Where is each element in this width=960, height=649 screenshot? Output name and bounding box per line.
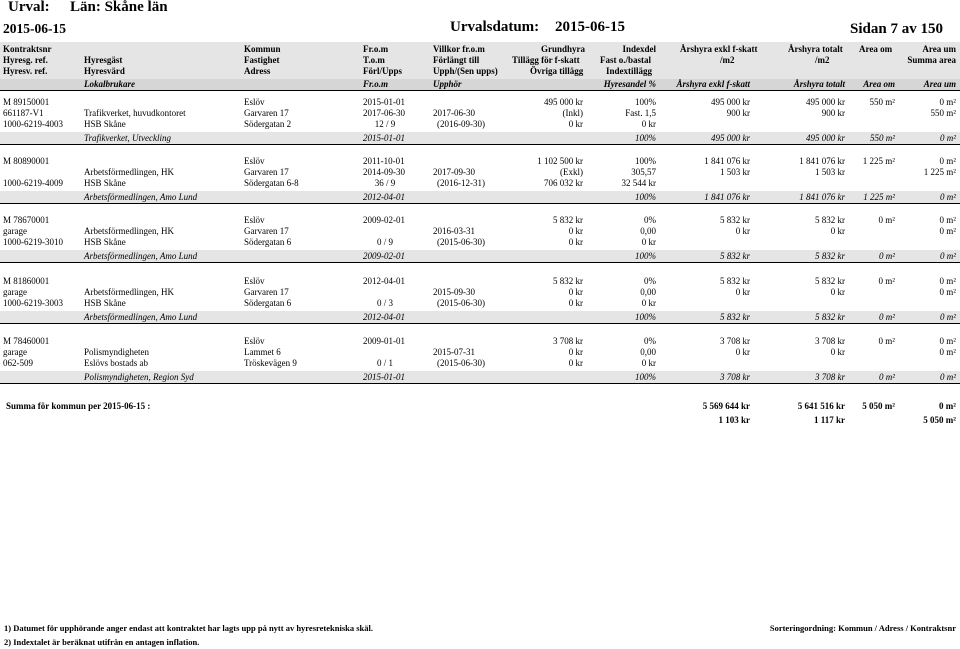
forl-upps: 36 / 9	[374, 178, 396, 188]
kvm-exkl: 0 kr	[735, 347, 750, 357]
grundhyra: 495 000 kr	[544, 97, 583, 107]
col-arshyra-totalt: Årshyra totalt	[788, 44, 843, 54]
summary-summa-area: 5 050 m²	[923, 415, 956, 425]
arshyra-exkl: 5 832 kr	[720, 276, 750, 286]
from-date: 2012-04-01	[363, 276, 405, 286]
col-lb-upphor: Upphör	[433, 79, 462, 89]
lokalbrukare: Arbetsförmedlingen, Amo Lund	[84, 251, 198, 261]
forl-upps: 0 / 3	[376, 298, 393, 308]
col-upph: Upph/(Sen upps)	[433, 66, 498, 76]
col-ovriga-tillagg: Övriga tillägg	[530, 66, 584, 76]
fast-bastal: 0,00	[640, 226, 656, 236]
area-om: 550 m²	[869, 97, 895, 107]
hyresgast: Arbetsförmedlingen, HK	[84, 226, 174, 236]
hyresg-ref: garage	[3, 347, 27, 357]
group-separator	[0, 383, 960, 384]
hyresandel: 100%	[635, 251, 656, 261]
hyresvard: HSB Skåne	[84, 119, 126, 129]
kvm-exkl: 0 kr	[735, 287, 750, 297]
contract-number: M 89150001	[3, 97, 50, 107]
col-lb-arshyra-totalt: Årshyra totalt	[793, 79, 845, 89]
fastighet: Garvaren 17	[244, 226, 289, 236]
col-adress: Adress	[244, 66, 271, 76]
kvm-totalt: 0 kr	[830, 287, 845, 297]
lokalbrukare-area-om: 0 m²	[879, 251, 895, 261]
group-separator	[0, 323, 960, 324]
upph-sen-upps: (2016-09-30)	[437, 119, 485, 129]
adress: Södergatan 6-8	[244, 178, 299, 188]
fastighet: Lammet 6	[244, 347, 281, 357]
summa-area: 0 m²	[939, 287, 956, 297]
col-lb-from: Fr.o.m	[363, 79, 389, 89]
indexdel: 100%	[635, 156, 656, 166]
summa-area: 1 225 m²	[923, 167, 956, 177]
arshyra-totalt: 1 841 076 kr	[799, 156, 845, 166]
tillagg-fskatt: (Inkl)	[562, 108, 583, 118]
arshyra-totalt: 495 000 kr	[806, 97, 845, 107]
hyresg-ref: garage	[3, 287, 27, 297]
col-lb-arshyra-exkl: Årshyra exkl f-skatt	[676, 79, 750, 89]
lokalbrukare-arshyra-exkl: 1 841 076 kr	[704, 192, 750, 202]
forlangt-till: 2017-09-30	[433, 167, 475, 177]
hyresgast: Polismyndigheten	[84, 347, 149, 357]
contract-number: M 78670001	[3, 215, 50, 225]
arshyra-totalt: 5 832 kr	[815, 215, 845, 225]
contract-number: M 81860001	[3, 276, 50, 286]
col-forlangt: Förlängt till	[433, 55, 480, 65]
upph-sen-upps: (2015-06-30)	[437, 358, 485, 368]
hyresandel: 100%	[635, 372, 656, 382]
kvm-exkl: 0 kr	[735, 226, 750, 236]
arshyra-totalt: 3 708 kr	[815, 336, 845, 346]
from-date: 2015-01-01	[363, 97, 405, 107]
page-number: Sidan 7 av 150	[850, 21, 943, 37]
kvm-totalt: 0 kr	[830, 226, 845, 236]
lokalbrukare-from: 2009-02-01	[363, 251, 405, 261]
kvm-exkl: 1 503 kr	[720, 167, 750, 177]
area-om: 0 m²	[878, 336, 895, 346]
col-lb-area-om: Area om	[863, 79, 895, 89]
footnote-2: 2) Indextalet är beräknat utifrån en antagen inflation.	[4, 637, 200, 647]
indexdel: 0%	[644, 336, 656, 346]
summary-kvm-exkl: 1 103 kr	[718, 415, 750, 425]
lokalbrukare-area-um: 0 m²	[940, 133, 956, 143]
contract-number: M 80890001	[3, 156, 50, 166]
kvm-totalt: 900 kr	[821, 108, 845, 118]
hyresvard: Eslövs bostads ab	[84, 358, 148, 368]
area-um: 0 m²	[939, 276, 956, 286]
indextillagg: 0 kr	[641, 237, 656, 247]
lokalbrukare-from: 2012-04-01	[363, 192, 405, 202]
ovriga-tillagg: 0 kr	[568, 119, 583, 129]
lokalbrukare-arshyra-totalt: 3 708 kr	[815, 372, 845, 382]
grundhyra: 1 102 500 kr	[537, 156, 583, 166]
col-kontraktsnr: Kontraktsnr	[3, 44, 52, 54]
forlangt-till: 2017-06-30	[433, 108, 475, 118]
ovriga-tillagg: 0 kr	[568, 358, 583, 368]
summary-area-om: 5 050 m²	[862, 401, 895, 411]
col-area-om: Area om	[859, 44, 893, 54]
lokalbrukare-arshyra-exkl: 3 708 kr	[720, 372, 750, 382]
hyresvard: HSB Skåne	[84, 298, 126, 308]
col-summa-area: Summa area	[907, 55, 956, 65]
col-from: Fr.o.m	[363, 44, 389, 54]
col-villkor: Villkor fr.o.m	[433, 44, 485, 54]
to-date: 2017-06-30	[363, 108, 405, 118]
ovriga-tillagg: 0 kr	[568, 237, 583, 247]
adress: Södergatan 6	[244, 298, 292, 308]
area-um: 0 m²	[939, 156, 956, 166]
lokalbrukare-area-om: 0 m²	[879, 312, 895, 322]
adress: Tröskevägen 9	[244, 358, 297, 368]
lokalbrukare-arshyra-totalt: 1 841 076 kr	[799, 192, 845, 202]
hyresg-ref: garage	[3, 226, 27, 236]
summa-area: 550 m²	[930, 108, 956, 118]
kommun: Eslöv	[244, 97, 265, 107]
footnote-1: 1) Datumet för upphörande anger endast att kontraktet har lagts upp på nytt av hyresretekniska skäl.	[4, 623, 373, 633]
adress: Södergatan 6	[244, 237, 292, 247]
col-arshyra-exkl: Årshyra exkl f-skatt	[680, 44, 758, 54]
group-separator	[0, 262, 960, 263]
indextillagg: 0 kr	[641, 119, 656, 129]
lokalbrukare: Trafikverket, Utveckling	[84, 133, 171, 143]
hyresgast: Trafikverket, huvudkontoret	[84, 108, 186, 118]
upph-sen-upps: (2015-06-30)	[437, 237, 485, 247]
col-m2-tot: /m2	[815, 55, 830, 65]
upph-sen-upps: (2015-06-30)	[437, 298, 485, 308]
indexdel: 0%	[644, 276, 656, 286]
adress: Södergatan 2	[244, 119, 292, 129]
lokalbrukare-area-um: 0 m²	[940, 372, 956, 382]
col-hyresgast: Hyresgäst	[84, 55, 123, 65]
kvm-totalt: 1 503 kr	[815, 167, 845, 177]
col-hyresv-ref: Hyresv. ref.	[3, 66, 48, 76]
grundhyra: 5 832 kr	[553, 215, 583, 225]
indextillagg: 0 kr	[641, 298, 656, 308]
lokalbrukare-arshyra-totalt: 5 832 kr	[815, 312, 845, 322]
lokalbrukare-arshyra-exkl: 495 000 kr	[711, 133, 750, 143]
group-separator	[0, 203, 960, 204]
upph-sen-upps: (2016-12-31)	[437, 178, 485, 188]
arshyra-exkl: 495 000 kr	[711, 97, 750, 107]
hyresv-ref: 1000-6219-4009	[3, 178, 63, 188]
col-area-um: Area um	[922, 44, 956, 54]
col-tillagg-fskatt: Tillägg för f-skatt	[512, 55, 580, 65]
forl-upps: 12 / 9	[374, 119, 396, 129]
fast-bastal: 0,00	[640, 347, 656, 357]
grundhyra: 5 832 kr	[553, 276, 583, 286]
sort-order: Sorteringordning: Kommun / Adress / Kontraktsnr	[769, 623, 956, 633]
lokalbrukare: Arbetsförmedlingen, Amo Lund	[84, 192, 198, 202]
summary-label: Summa för kommun per 2015-06-15 :	[6, 401, 151, 411]
fast-bastal: 305,57	[631, 167, 656, 177]
tillagg-fskatt: 0 kr	[568, 347, 583, 357]
lokalbrukare-arshyra-exkl: 5 832 kr	[720, 251, 750, 261]
forlangt-till: 2015-07-31	[433, 347, 475, 357]
kommun: Eslöv	[244, 156, 265, 166]
hyresandel: 100%	[635, 312, 656, 322]
forlangt-till: 2015-09-30	[433, 287, 475, 297]
hyresandel: 100%	[635, 192, 656, 202]
indexdel: 100%	[635, 97, 656, 107]
col-lokalbrukare: Lokalbrukare	[84, 79, 136, 89]
forl-upps: 0 / 9	[376, 237, 393, 247]
col-fastighet: Fastighet	[244, 55, 280, 65]
hyresv-ref: 1000-6219-3003	[3, 298, 63, 308]
lokalbrukare-from: 2015-01-01	[363, 133, 405, 143]
arshyra-exkl: 5 832 kr	[720, 215, 750, 225]
hyresandel: 100%	[635, 133, 656, 143]
tillagg-fskatt: (Exkl)	[560, 167, 583, 177]
urvalsdatum-value: 2015-06-15	[555, 19, 625, 35]
group-separator	[0, 144, 960, 145]
from-date: 2011-10-01	[363, 156, 405, 166]
hyresvard: HSB Skåne	[84, 237, 126, 247]
ovriga-tillagg: 706 032 kr	[544, 178, 583, 188]
hyresv-ref: 1000-6219-3010	[3, 237, 63, 247]
summary-area-um: 0 m²	[939, 401, 956, 411]
lokalbrukare-area-um: 0 m²	[940, 192, 956, 202]
lokalbrukare: Polismyndigheten, Region Syd	[84, 372, 194, 382]
summa-area: 0 m²	[939, 226, 956, 236]
lokalbrukare-area-om: 0 m²	[879, 372, 895, 382]
lokalbrukare-area-om: 550 m²	[870, 133, 895, 143]
lokalbrukare-from: 2012-04-01	[363, 312, 405, 322]
hyresgast: Arbetsförmedlingen, HK	[84, 287, 174, 297]
lokalbrukare-area-om: 1 225 m²	[863, 192, 895, 202]
col-hyresg-ref: Hyresg. ref.	[3, 55, 48, 65]
col-indextillagg: Indextillägg	[606, 66, 653, 76]
col-m2-exkl: /m2	[720, 55, 735, 65]
forl-upps: 0 / 1	[376, 358, 393, 368]
arshyra-totalt: 5 832 kr	[815, 276, 845, 286]
area-um: 0 m²	[939, 215, 956, 225]
forlangt-till: 2016-03-31	[433, 226, 475, 236]
fastighet: Garvaren 17	[244, 167, 289, 177]
print-date: 2015-06-15	[3, 21, 66, 36]
lokalbrukare: Arbetsförmedlingen, Amo Lund	[84, 312, 198, 322]
from-date: 2009-02-01	[363, 215, 405, 225]
urval-value: Län: Skåne län	[70, 0, 168, 15]
col-kommun: Kommun	[244, 44, 281, 54]
area-om: 0 m²	[878, 215, 895, 225]
header-rule	[0, 90, 960, 91]
col-hyresvard: Hyresvärd	[84, 66, 125, 76]
fast-bastal: 0,00	[640, 287, 656, 297]
from-date: 2009-01-01	[363, 336, 405, 346]
col-lb-area-um: Area um	[923, 79, 956, 89]
area-om: 0 m²	[878, 276, 895, 286]
summary-kvm-totalt: 1 117 kr	[813, 415, 845, 425]
col-indexdel: Indexdel	[622, 44, 656, 54]
fast-bastal: Fast. 1,5	[625, 108, 656, 118]
area-um: 0 m²	[939, 336, 956, 346]
area-um: 0 m²	[939, 97, 956, 107]
col-tom: T.o.m	[363, 55, 385, 65]
indextillagg: 32 544 kr	[621, 178, 656, 188]
fastighet: Garvaren 17	[244, 108, 289, 118]
contract-number: M 78460001	[3, 336, 50, 346]
indextillagg: 0 kr	[641, 358, 656, 368]
kommun: Eslöv	[244, 336, 265, 346]
col-fast-bastal: Fast o./bastal	[600, 55, 652, 65]
urval-label: Urval:	[8, 0, 50, 15]
tillagg-fskatt: 0 kr	[568, 287, 583, 297]
kommun: Eslöv	[244, 276, 265, 286]
hyresv-ref: 1000-6219-4003	[3, 119, 63, 129]
urvalsdatum-label: Urvalsdatum:	[450, 19, 540, 35]
kvm-exkl: 900 kr	[726, 108, 750, 118]
hyresvard: HSB Skåne	[84, 178, 126, 188]
col-grundhyra: Grundhyra	[540, 44, 585, 54]
kommun: Eslöv	[244, 215, 265, 225]
indexdel: 0%	[644, 215, 656, 225]
arshyra-exkl: 1 841 076 kr	[704, 156, 750, 166]
lokalbrukare-from: 2015-01-01	[363, 372, 405, 382]
to-date: 2014-09-30	[363, 167, 405, 177]
kvm-totalt: 0 kr	[830, 347, 845, 357]
hyresg-ref: 661187-V1	[3, 108, 44, 118]
arshyra-exkl: 3 708 kr	[720, 336, 750, 346]
summary-arshyra-totalt: 5 641 516 kr	[797, 401, 845, 411]
lokalbrukare-area-um: 0 m²	[940, 312, 956, 322]
lokalbrukare-arshyra-totalt: 495 000 kr	[806, 133, 845, 143]
col-lb-hyresandel: Hyresandel %	[603, 79, 656, 89]
col-forl-upps: Förl/Upps	[363, 66, 403, 76]
ovriga-tillagg: 0 kr	[568, 298, 583, 308]
lokalbrukare-arshyra-totalt: 5 832 kr	[815, 251, 845, 261]
lokalbrukare-arshyra-exkl: 5 832 kr	[720, 312, 750, 322]
fastighet: Garvaren 17	[244, 287, 289, 297]
summary-arshyra-exkl: 5 569 644 kr	[702, 401, 750, 411]
hyresv-ref: 062-509	[3, 358, 33, 368]
lokalbrukare-area-um: 0 m²	[940, 251, 956, 261]
area-om: 1 225 m²	[862, 156, 895, 166]
grundhyra: 3 708 kr	[553, 336, 583, 346]
tillagg-fskatt: 0 kr	[568, 226, 583, 236]
summa-area: 0 m²	[939, 347, 956, 357]
hyresgast: Arbetsförmedlingen, HK	[84, 167, 174, 177]
